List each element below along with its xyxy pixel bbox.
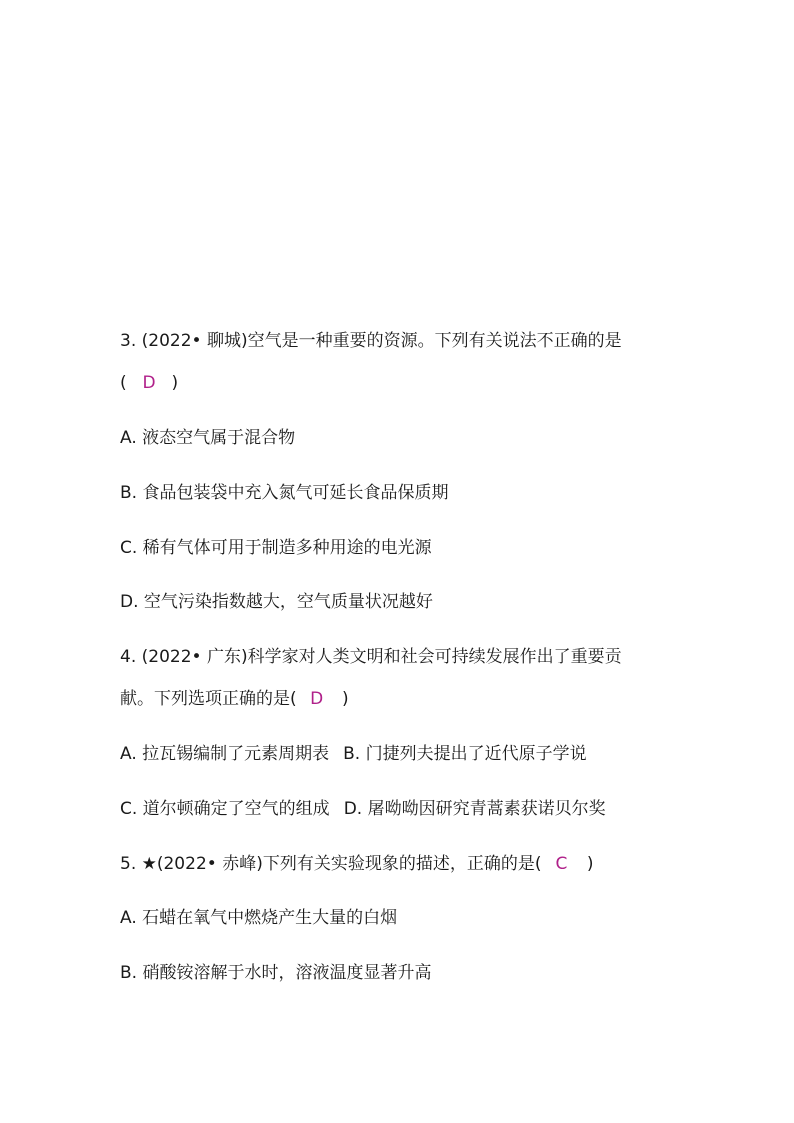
- close-paren: ): [166, 373, 179, 393]
- close-paren: ): [336, 689, 349, 709]
- close-paren: ): [581, 854, 594, 874]
- question-3-answer-line: [120, 371, 178, 395]
- question-5-stem: [120, 852, 594, 876]
- question-3-stem: 3. (2022• 聊城)空气是一种重要的资源。下列有关说法不正确的是: [120, 331, 622, 351]
- stem-text: 5. ★(2022• 赤峰)下列有关实验现象的描述，正确的是(: [120, 854, 542, 874]
- question-4-stem: 4. (2022• 广东)科学家对人类文明和社会可持续发展作出了重要贡: [120, 647, 622, 667]
- question-3-option-d: D. 空气污染指数越大，空气质量状况越好: [120, 592, 433, 612]
- question-4-option-c: C. 道尔顿确定了空气的组成: [120, 799, 330, 819]
- open-paren: (: [120, 373, 133, 393]
- stem-text: 献。下列选项正确的是(: [120, 689, 297, 709]
- question-3-option-a: A. 液态空气属于混合物: [120, 428, 296, 448]
- question-4-option-a: A. 拉瓦锡编制了元素周期表: [120, 744, 330, 764]
- answer-mark: C: [555, 854, 568, 874]
- question-4-stem-line2: [120, 687, 349, 711]
- question-3-option-b: B. 食品包装袋中充入氮气可延长食品保质期: [120, 483, 449, 503]
- question-5-option-a: A. 石蜡在氧气中燃烧产生大量的白烟: [120, 908, 398, 928]
- question-3-option-c: C. 稀有气体可用于制造多种用途的电光源: [120, 538, 432, 558]
- question-4-options-row2: [120, 797, 606, 821]
- answer-mark: D: [142, 373, 156, 393]
- answer-mark: D: [310, 689, 324, 709]
- question-5-option-b: B. 硝酸铵溶解于水时，溶液温度显著升高: [120, 963, 432, 983]
- question-4-option-b: B. 门捷列夫提出了近代原子学说: [343, 744, 587, 764]
- question-4-options-row1: [120, 742, 587, 766]
- question-4-option-d: D. 屠呦呦因研究青蒿素获诺贝尔奖: [343, 799, 606, 819]
